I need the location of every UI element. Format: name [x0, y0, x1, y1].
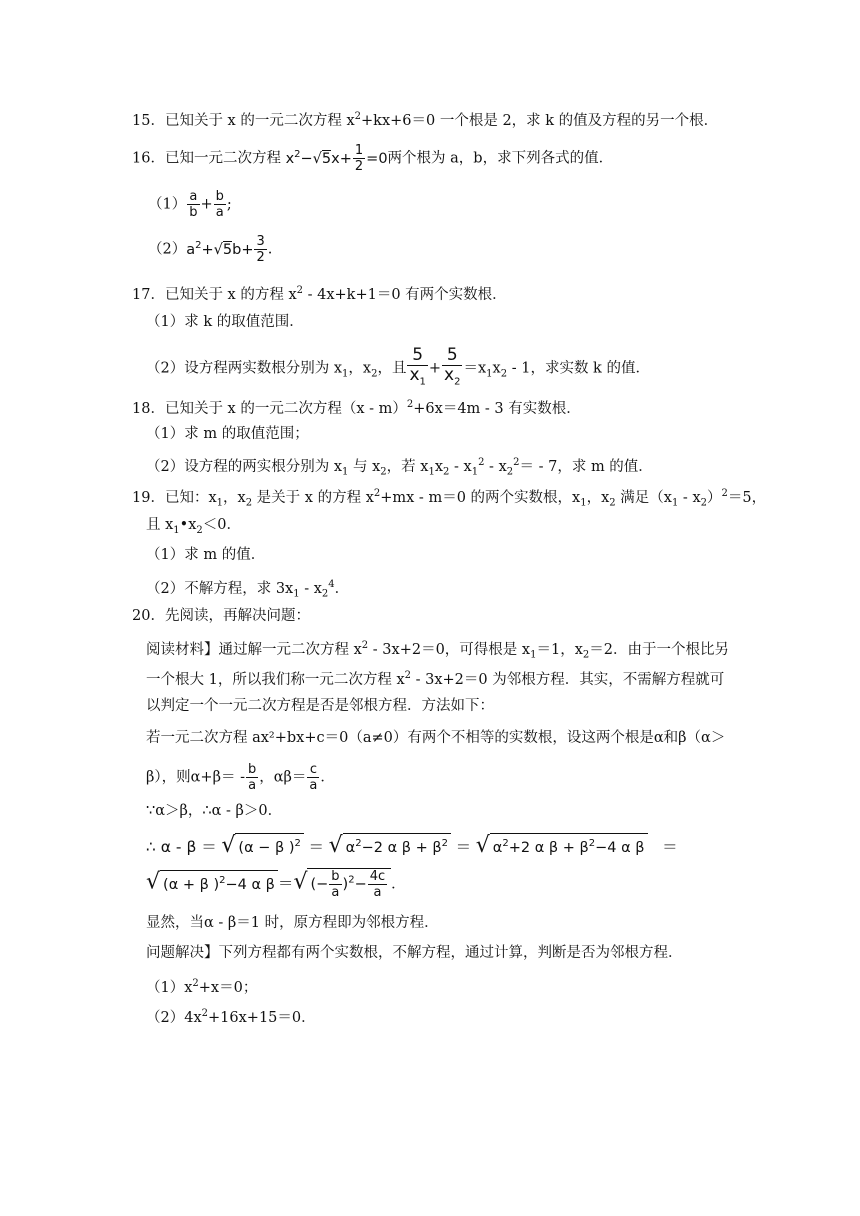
- question-17-part-1: （1）求 k 的取值范围．: [146, 314, 304, 330]
- question-16-part-1: （1） $\frac{a}{b}$ + $\frac{b}{a}$ ;: [148, 189, 232, 220]
- question-20-part-1: $(1)x^2+x=0$；: [146, 978, 258, 996]
- question-19-line-2: 且 $x_1•x_2<0$．: [146, 517, 242, 536]
- question-number: 15．: [132, 112, 165, 129]
- reading-line-1: 阅读材料】通过解一元二次方程 $x^2 - 3x+2=0$，可得根是 $x_1=1$，$x_2=2$．由于一个根比另: [146, 640, 729, 661]
- question-19: 19．已知：$x_1$，$x_2$ 是关于 x 的方程 $x^2+mx - m=0$ 的两个实数根，$x_1$，$x_2$ 满足$(x_1 - x_2)^2=5$，: [132, 488, 767, 509]
- equation-16: $x^2-√5x+$ $\frac{1}{2}$ =0: [285, 143, 388, 174]
- question-17-part-2: （2）设方程两实数根分别为 $x_1$，$x_2$，且 $\frac{5}{x_1}$ + $\frac{5}{x_2}$ $=x_1x_2 - 1$，求实数 k 的值．: [146, 345, 650, 388]
- question-number: 16．: [132, 150, 165, 167]
- question-19-part-2: （2）不解方程，求 $3x_1 - x_2^4$．: [146, 579, 350, 600]
- problem-statement: 问题解决】下列方程都有两个实数根，不解方程，通过计算，判断是否为邻根方程．: [146, 945, 683, 961]
- question-number: 17．: [132, 286, 165, 303]
- question-18-part-1: （1）求 m 的取值范围；: [146, 426, 309, 442]
- reading-line-4: 若一元二次方程 ax²+bx+c＝0（a≠0）有两个不相等的实数根，设这两个根是α和β（α＞: [146, 730, 726, 746]
- question-number: 20．: [132, 608, 165, 624]
- question-17: 17．已知关于 x 的方程 $x^2 - 4x+k+1=0$ 有两个实数根．: [132, 285, 507, 303]
- reading-line-6: ∵α＞β，∴α - β＞0．: [146, 803, 283, 819]
- reading-derivation-2: √ (α + β )$^2$−4 α β ＝√ (− $\frac{b}{a}$ )$^2$− $\frac{4c}{a}$ ．: [146, 869, 406, 900]
- question-20: 20．先阅读，再解决问题：: [132, 608, 310, 624]
- reading-derivation-1: ∴ α - β ＝ √ (α − β )$^2$ ＝ √ $\alpha^2-2$ α $\beta + \beta^2$ ＝ √ $\alpha^2+2$ α $\beta + \beta^2-4$ α β ＝: [146, 832, 678, 858]
- question-16: 16．已知一元二次方程 $x^2-√5x+$ $\frac{1}{2}$ =0两个根为 a，b，求下列各式的值．: [132, 143, 614, 174]
- question-number: 18．: [132, 400, 165, 417]
- question-19-part-1: （1）求 m 的值．: [146, 547, 266, 563]
- question-18-part-2: （2）设方程的两实根分别为 $x_1$ 与 $x_2$，若 $x_1x_2 - x_1^2 - x_2^2= - 7$，求 m 的值．: [146, 457, 653, 478]
- reading-line-2: 一个根大 1，所以我们称一元二次方程 $x^2 - 3x+2=0$ 为邻根方程．其实，不需解方程就可: [146, 670, 725, 688]
- reading-line-5: β），则α+β＝ - $\frac{b}{a}$ ，αβ＝ $\frac{c}{a}$ ．: [146, 762, 335, 793]
- question-18: 18．已知关于 x 的一元二次方程（x - m）$^2$+6x＝4m - 3 有实数根．: [132, 399, 581, 417]
- question-15: 15．已知关于 x 的一元二次方程 $x^2+kx+6=0$ 一个根是 2，求 k 的值及方程的另一个根．: [132, 111, 719, 129]
- reading-line-3: 以判定一个一元二次方程是否是邻根方程．方法如下：: [146, 698, 494, 714]
- question-number: 19．: [132, 489, 165, 506]
- question-20-part-2: $(2)4x^2+16x+15=0$．: [146, 1008, 316, 1026]
- reading-line-9: 显然，当α - β＝1 时，原方程即为邻根方程．: [146, 915, 439, 931]
- question-16-part-2: $(2)a^2+√5b+$ $\frac{3}{2}$ .: [148, 234, 273, 265]
